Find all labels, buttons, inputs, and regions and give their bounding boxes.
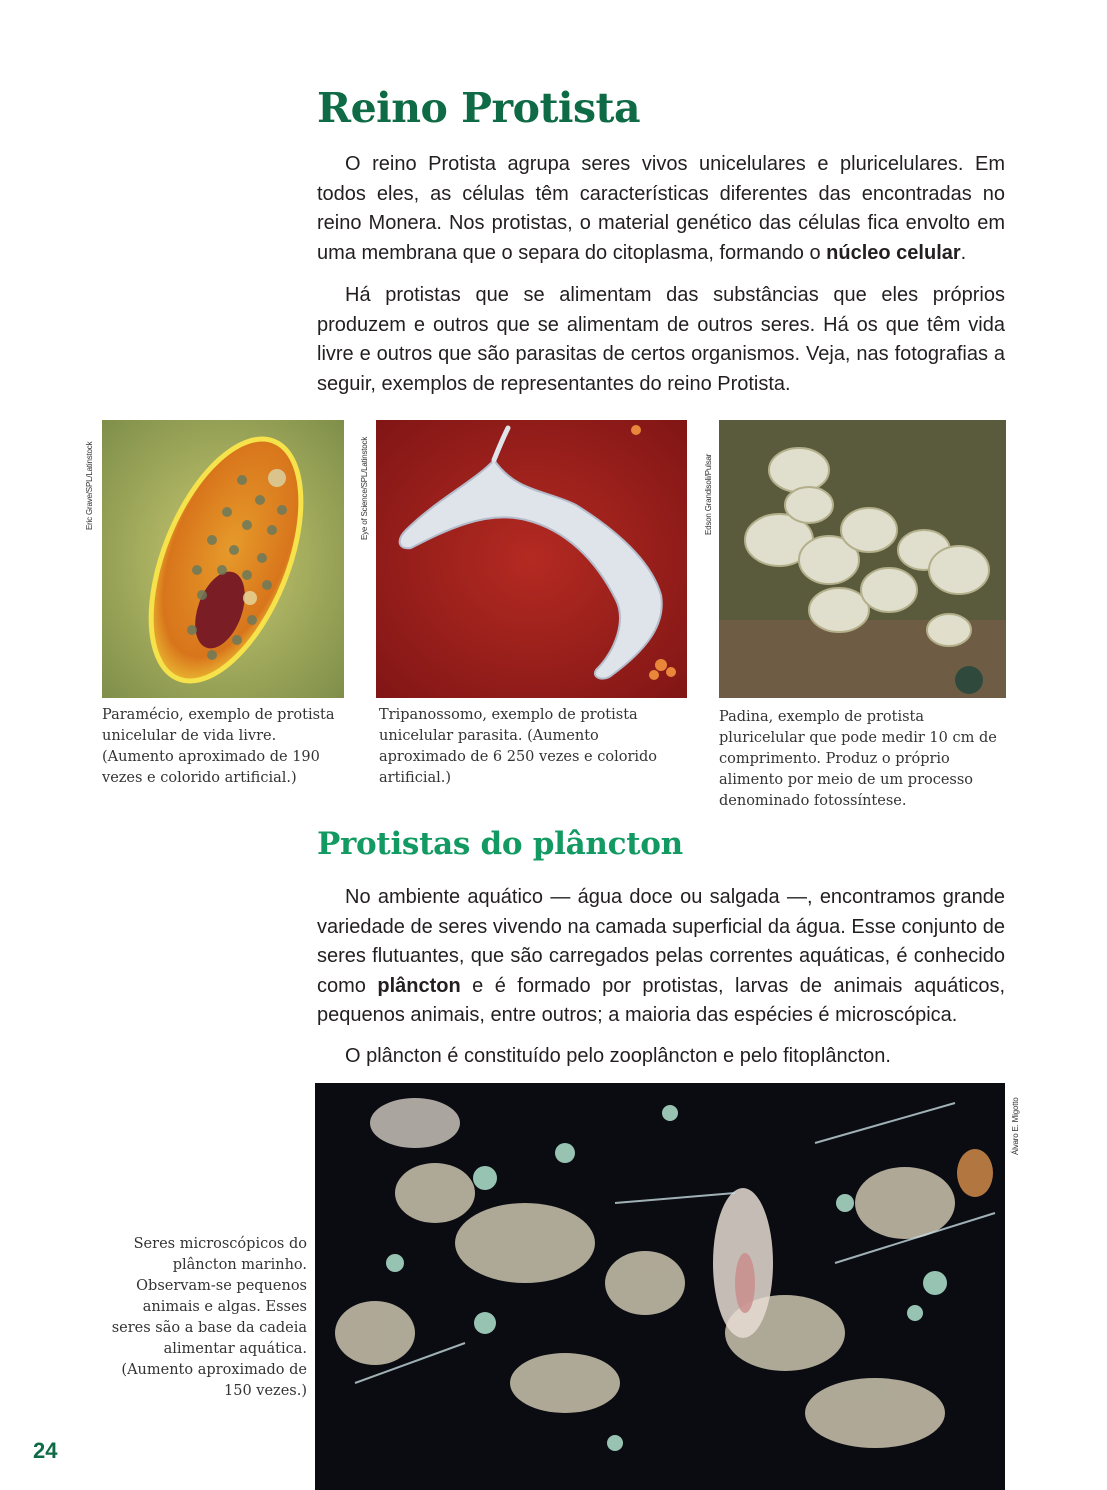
trypanosome-photo — [376, 420, 687, 698]
term-nucleo-celular: núcleo celular — [826, 241, 961, 264]
photo-credit: Eye of Science/SPL/Latinstock — [360, 436, 369, 540]
photo-credit: Álvaro E. Migotto — [1011, 1097, 1020, 1155]
paramecium-caption: Paramécio, exemplo de protista unicelular de vida livre. (Aumento aproximado de 190 vezes e colorido artificial.) — [102, 707, 335, 786]
intro-paragraph-2: Há protistas que se alimentam das substâncias que eles próprios produzem e outros que se alimentam de outros seres. Há os que têm vida livre e outros que são parasitas de certos organismos. Veja, nas fotografias a seguir, exemplos de representantes do reino Protista. — [317, 284, 1005, 395]
term-plancton: plâncton — [377, 974, 461, 997]
trypanosome-caption: Tripanossomo, exemplo de protista unicelular parasita. (Aumento aproximado de 6 250 vezes e colorido artificial.) — [379, 707, 658, 786]
paramecium-photo — [102, 420, 344, 698]
plankton-caption: Seres microscópicos do plâncton marinho. Observam-se pequenos animais e algas. Esses seres são a base da cadeia alimentar aquática. (Aumento aproximado de 150 vezes.) — [111, 1236, 307, 1399]
plankton-paragraph-1: No ambiente aquático — água doce ou salgada —, encontramos grande variedade de seres vivendo na camada superficial da água. Esse conjunto de seres flutuantes, que são carregados pelas correntes aquáticas, é conhecido como plâncton e é formado por protistas, larvas de animais aquáticos, pequenos animais, entre outros; a maioria das espécies é microscópica. — [317, 886, 1006, 1027]
padina-photo — [719, 420, 1006, 698]
plankton-photo — [315, 1083, 1005, 1490]
photo-credit: Edson Grandisoli/Pulsar — [704, 453, 713, 535]
padina-caption: Padina, exemplo de protista pluricelular que pode medir 10 cm de comprimento. Produz o próprio alimento por meio de um processo denominado fotossíntese. — [719, 709, 997, 809]
intro-paragraph-1: O reino Protista agrupa seres vivos unicelulares e pluricelulares. Em todos eles, as células têm características diferentes das encontradas no reino Monera. Nos protistas, o material genético das células fica envolto em uma membrana que o separa do citoplasma, formando o núcleo celular. — [317, 153, 1005, 264]
page-title: Reino Protista — [317, 84, 641, 132]
page-number: 24 — [33, 1438, 58, 1463]
photo-credit: Eric Grave/SPL/Latinstock — [85, 441, 94, 530]
section-title-plankton: Protistas do plâncton — [317, 826, 683, 862]
plankton-paragraph-2: O plâncton é constituído pelo zooplâncton e pelo fitoplâncton. — [345, 1045, 891, 1067]
